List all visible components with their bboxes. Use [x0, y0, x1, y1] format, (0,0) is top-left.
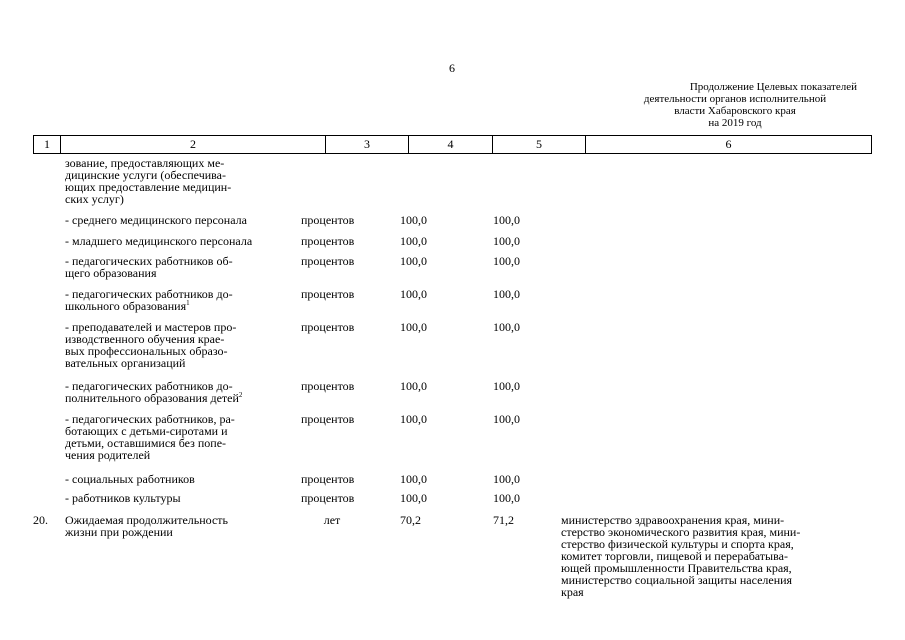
indicator-name: - младшего медицинского персонала [65, 234, 253, 248]
value-2019-col4: 100,0 [400, 254, 427, 268]
value-2019-col5: 100,0 [493, 472, 520, 486]
continuation-line: на 2019 год [708, 117, 762, 129]
unit-cell: процентов [301, 472, 355, 486]
value-2019-col4: 100,0 [400, 412, 427, 426]
indicator-name: - педагогических работников до- полнительного образования детей$^2$ [65, 379, 243, 405]
footnote-marker: 1 [186, 299, 190, 307]
responsible-bodies: министерство здравоохранения края, мини- стерство экономического развития края, мини- стерство физической культуры и спорта края, комитет торговли, пищевой и перерабатыва- ющей промышленности Правительства края, министерство социальной защиты населения края [561, 513, 801, 599]
value-2019-col4: 100,0 [400, 213, 427, 227]
header-cell-4: 4 [409, 136, 493, 153]
value-2019-col4: 100,0 [400, 287, 427, 301]
unit-cell: процентов [301, 213, 355, 227]
indicator-name: - социальных работников [65, 472, 195, 486]
value-2019-col4: 100,0 [400, 379, 427, 393]
value-2019-col5: 100,0 [493, 287, 520, 301]
value-2019-col5: 100,0 [493, 379, 520, 393]
page-number: 6 [449, 61, 455, 75]
indicator-name: зование, предоставляющих ме- дицинские услуги (обеспечива- ющих предоставление медицин- ских услуг) [65, 156, 232, 206]
value-2019-col5: 71,2 [493, 513, 514, 527]
unit-cell: процентов [301, 320, 355, 334]
unit-cell: процентов [301, 379, 355, 393]
unit-cell: лет [323, 513, 341, 527]
continuation-line: власти Хабаровского края [674, 105, 796, 117]
indicator-name: - работников культуры [65, 491, 181, 505]
continuation-line: деятельности органов исполнительной [643, 93, 827, 105]
indicator-name: - педагогических работников до- школьного образования$^1$ [65, 287, 233, 313]
unit-cell: процентов [301, 491, 355, 505]
value-2019-col5: 100,0 [493, 320, 520, 334]
header-cell-3: 3 [326, 136, 409, 153]
continuation-heading [600, 81, 905, 129]
header-cell-2: 2 [61, 136, 326, 153]
value-2019-col5: 100,0 [493, 254, 520, 268]
unit-cell: процентов [301, 254, 355, 268]
value-2019-col4: 70,2 [400, 513, 421, 527]
indicator-name: - педагогических работников, ра- ботающих с детьми-сиротами и детьми, оставшимися без попе- чения родителей [65, 412, 235, 462]
value-2019-col4: 100,0 [400, 234, 427, 248]
table-header [33, 135, 872, 154]
value-2019-col5: 100,0 [493, 234, 520, 248]
indicator-name: - педагогических работников об- щего образования [65, 254, 233, 280]
indicator-name: - преподавателей и мастеров про- изводственного обучения крае- вых профессиональных образо- вательных организаций [65, 320, 237, 370]
header-cell-6: 6 [725, 137, 732, 151]
footnote-marker: 2 [238, 391, 243, 399]
indicator-name: - среднего медицинского персонала [65, 213, 247, 227]
unit-cell: процентов [301, 412, 355, 426]
row-number: 20. [33, 513, 48, 527]
unit-cell: процентов [301, 234, 355, 248]
value-2019-col4: 100,0 [400, 491, 427, 505]
value-2019-col4: 100,0 [400, 320, 427, 334]
value-2019-col5: 100,0 [493, 213, 520, 227]
value-2019-col5: 100,0 [493, 491, 520, 505]
value-2019-col5: 100,0 [493, 412, 520, 426]
indicator-name: Ожидаемая продолжительность жизни при рождении [65, 513, 229, 539]
header-cell-1: 1 [34, 136, 61, 153]
header-cell-5: 5 [493, 136, 586, 153]
unit-cell: процентов [301, 287, 355, 301]
continuation-line: Продолжение Целевых показателей [689, 81, 857, 93]
value-2019-col4: 100,0 [400, 472, 427, 486]
